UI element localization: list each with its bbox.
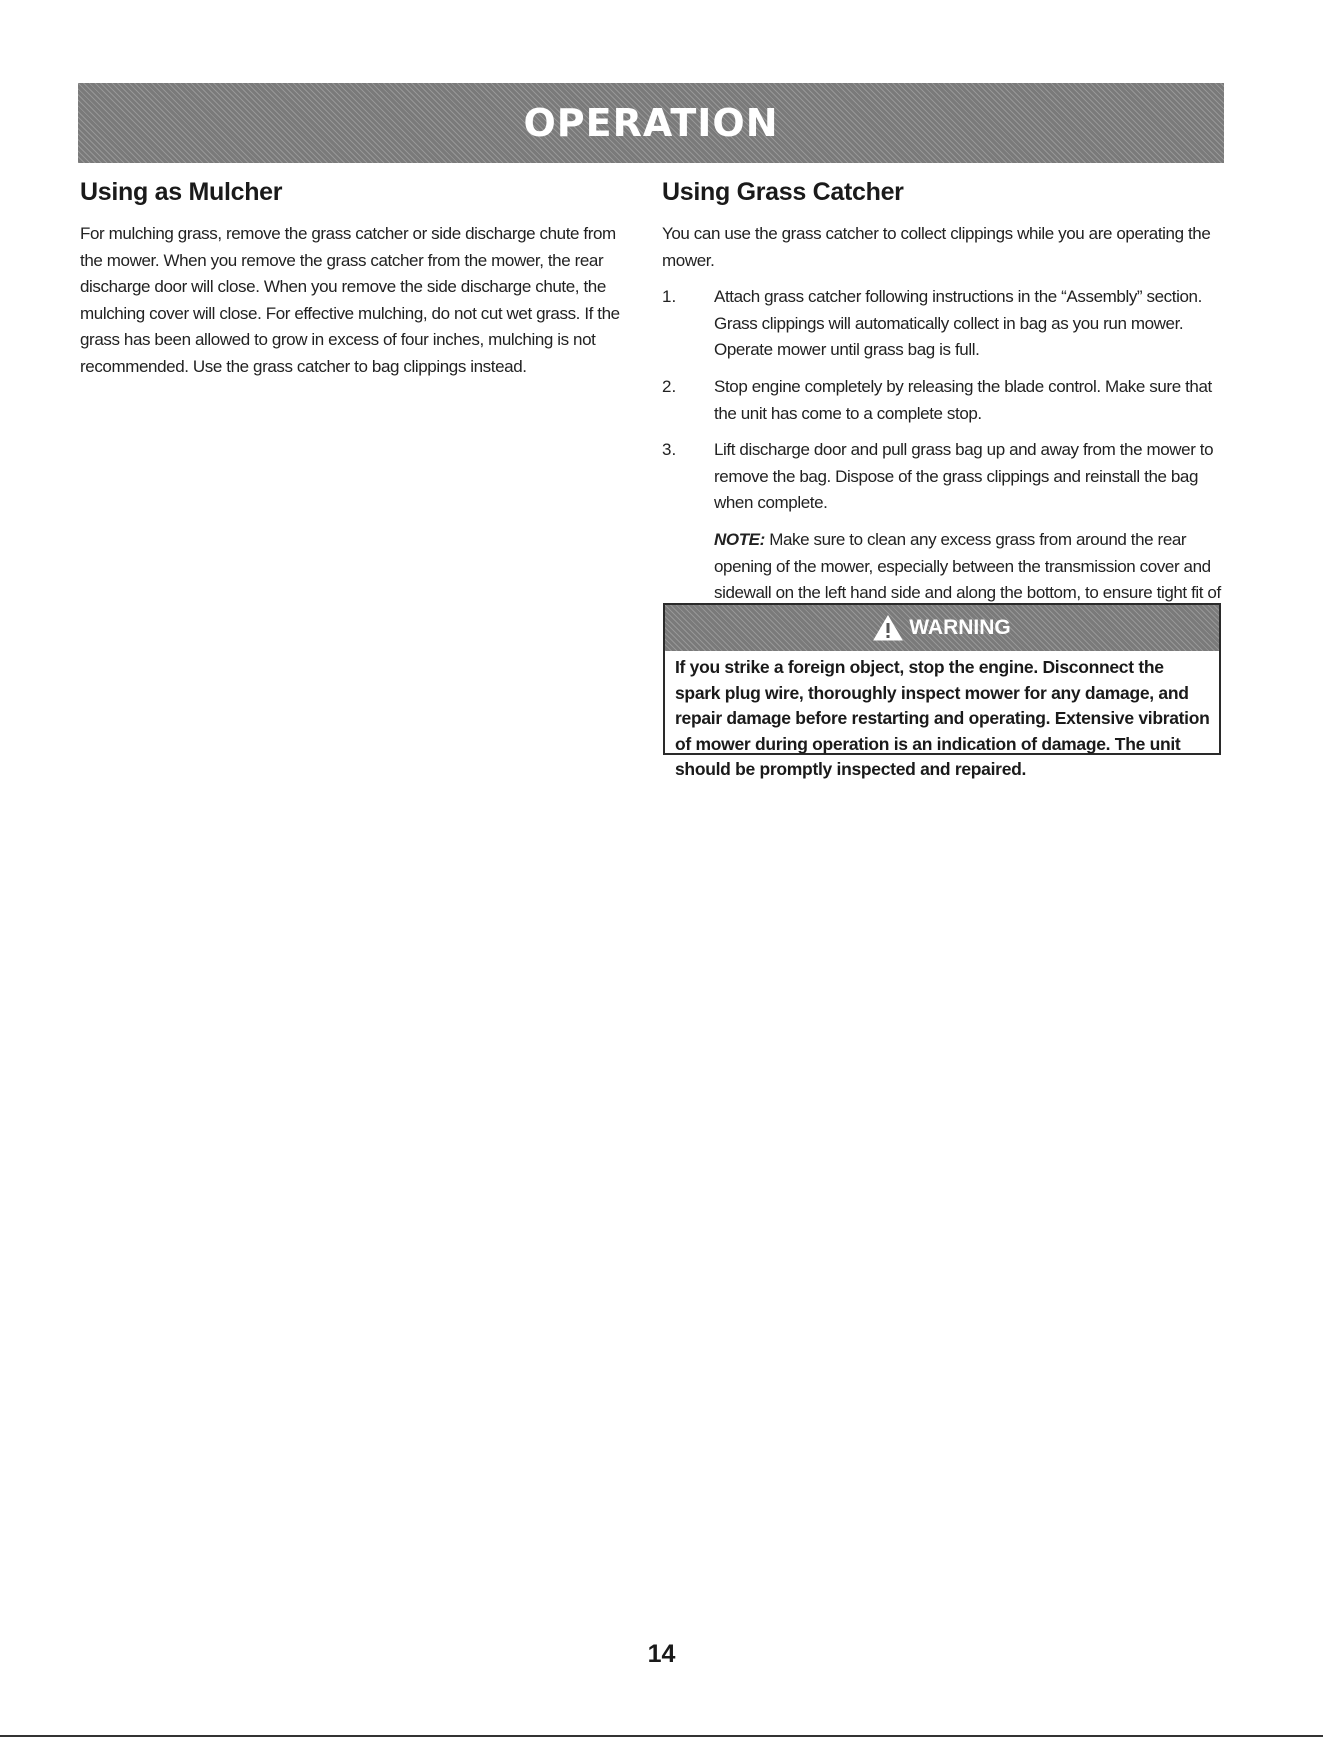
step-number: 3.: [662, 440, 677, 460]
note-label: NOTE:: [714, 529, 765, 549]
step-text: Stop engine completely by releasing the blade control. Make sure that the unit has come to a complete stop.: [714, 376, 1212, 423]
step-item: [662, 284, 1222, 364]
warning-triangle-icon: [873, 615, 903, 641]
bottom-rule: [0, 1735, 1323, 1737]
mulcher-body: For mulching grass, remove the grass catcher or side discharge chute from the mower. When you remove the grass catcher from the mower, the rear discharge door will close. When you remove the side discharge chute, the mulching cover will close. For effective mulching, do not cut wet grass. If the grass has been allowed to grow in excess of four inches, mulching is not recommended. Use the grass catcher to bag clippings instead.: [80, 224, 620, 376]
warning-text: If you strike a foreign object, stop the engine. Disconnect the spark plug wire, thoroughly inspect mower for any damage, and repair damage before restarting and operating. Extensive vibration of mower during operation is an indication of damage. The unit should be promptly inspected and repaired.: [675, 657, 1210, 779]
page-number: 14: [647, 1640, 676, 1668]
banner-title: OPERATION: [523, 101, 779, 145]
step-item: [662, 437, 1222, 517]
mulcher-heading: Using as Mulcher: [80, 178, 283, 206]
mulcher-section: [80, 178, 630, 381]
step-item: [662, 374, 1222, 427]
step-text: Lift discharge door and pull grass bag up and away from the mower to remove the bag. Dispose of the grass clippings and reinstall the bag when complete.: [714, 440, 1214, 513]
grass-catcher-steps: [662, 284, 1222, 517]
note-text: Make sure to clean any excess grass from around the rear opening of the mower, especially between the transmission cover and sidewall on the left hand side and along the bottom, to ensure tight fit of: [714, 529, 1221, 603]
step-number: 2.: [662, 376, 677, 396]
section-banner: [78, 83, 1224, 163]
step-number: 1.: [662, 287, 677, 307]
step-text: Attach grass catcher following instructions in the “Assembly” section. Grass clippings will automatically collect in bag as you run mower. Operate mower until grass bag is full.: [714, 287, 1202, 360]
warning-box: [663, 603, 1221, 779]
grass-catcher-heading: Using Grass Catcher: [662, 178, 904, 206]
grass-catcher-intro: You can use the grass catcher to collect clippings while you are operating the mower.: [662, 224, 1211, 270]
warning-header: [665, 605, 1219, 651]
grass-catcher-section: [662, 178, 1222, 633]
warning-title: WARNING: [909, 616, 1011, 639]
